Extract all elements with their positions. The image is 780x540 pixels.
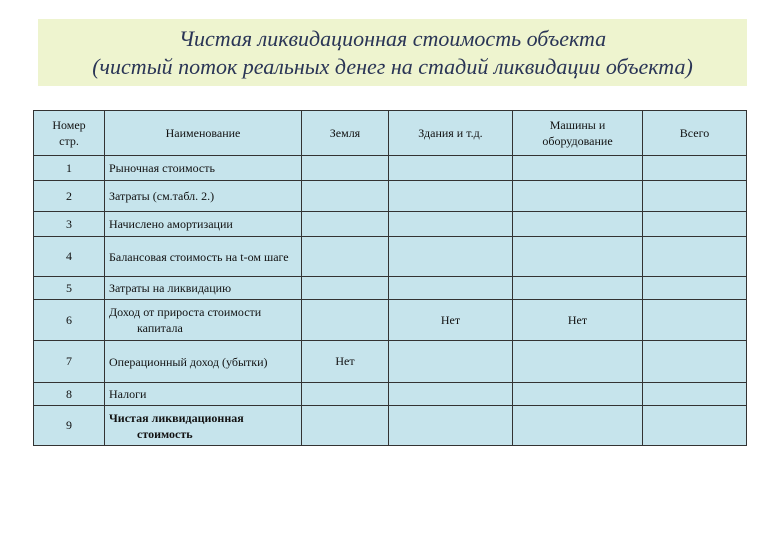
cell-machines-net: Нет <box>513 300 643 341</box>
cell-total <box>643 212 747 237</box>
header-buildings: Здания и т.д. <box>389 111 513 156</box>
row-number: 7 <box>34 341 105 383</box>
cell-land <box>302 406 389 446</box>
cell-buildings <box>389 406 513 446</box>
row-name <box>105 383 302 406</box>
cell-total <box>643 237 747 277</box>
cell-land-net: Нет <box>302 341 389 383</box>
cell-land <box>302 300 389 341</box>
row-name-text: Налоги <box>109 387 147 401</box>
row-number: 1 <box>34 156 105 181</box>
cell-buildings <box>389 383 513 406</box>
cell-buildings <box>389 237 513 277</box>
row-name <box>105 341 302 383</box>
header-row <box>34 111 747 156</box>
title-line-1: Чистая ликвидационная стоимость объекта <box>178 25 607 51</box>
table-row <box>34 181 747 212</box>
cell-buildings <box>389 212 513 237</box>
cell-machines <box>513 181 643 212</box>
row-name-text: Затраты (см.табл. 2.) <box>109 189 215 203</box>
cell-land <box>302 212 389 237</box>
table-row <box>34 300 747 341</box>
cell-buildings <box>389 341 513 383</box>
row-name-text: Рыночная стоимость <box>109 161 215 175</box>
row-number: 2 <box>34 181 105 212</box>
table-row <box>34 212 747 237</box>
cell-machines <box>513 341 643 383</box>
row-name-text: Начислено амортизации <box>109 217 233 231</box>
cell-total <box>643 406 747 446</box>
table-row <box>34 277 747 300</box>
row-name <box>105 212 302 237</box>
header-number-line2: стр. <box>59 134 79 148</box>
header-land: Земля <box>302 111 389 156</box>
row-name <box>105 237 302 277</box>
table-row <box>34 406 747 446</box>
table-row <box>34 237 747 277</box>
header-total: Всего <box>643 111 747 156</box>
row-number: 8 <box>34 383 105 406</box>
cell-land <box>302 383 389 406</box>
row-name-text: Доход от прироста стоимости капитала <box>109 305 262 335</box>
cell-total <box>643 341 747 383</box>
cell-buildings <box>389 156 513 181</box>
cell-total <box>643 277 747 300</box>
cell-machines <box>513 383 643 406</box>
row-name <box>105 406 302 446</box>
row-number: 3 <box>34 212 105 237</box>
table-row <box>34 156 747 181</box>
row-name <box>105 156 302 181</box>
cell-total <box>643 300 747 341</box>
row-name-text: Операционный доход (убытки) <box>109 354 268 369</box>
cell-machines <box>513 156 643 181</box>
title-banner <box>38 19 747 86</box>
header-machines-line2: оборудование <box>542 134 613 148</box>
row-name-text: Затраты на ликвидацию <box>109 281 232 295</box>
cell-machines <box>513 277 643 300</box>
header-name: Наименование <box>105 111 302 156</box>
row-number: 4 <box>34 237 105 277</box>
row-number: 9 <box>34 406 105 446</box>
row-name <box>105 277 302 300</box>
header-machines-line1: Машины и <box>549 118 606 132</box>
cell-total <box>643 383 747 406</box>
table-row <box>34 341 747 383</box>
cell-total <box>643 181 747 212</box>
cell-buildings <box>389 277 513 300</box>
cell-machines <box>513 212 643 237</box>
row-number: 6 <box>34 300 105 341</box>
cell-machines <box>513 237 643 277</box>
header-number-line1: Номер <box>52 118 86 132</box>
cell-land <box>302 181 389 212</box>
table-row <box>34 383 747 406</box>
liquidation-value-table <box>33 110 747 446</box>
cell-land <box>302 156 389 181</box>
cell-buildings <box>389 181 513 212</box>
cell-total <box>643 156 747 181</box>
row-name <box>105 181 302 212</box>
cell-machines <box>513 406 643 446</box>
row-name-text: Балансовая стоимость на t-ом шаге <box>109 249 289 264</box>
row-name <box>105 300 302 341</box>
title-line-2: (чистый поток реальных денег на стадий ликвидации объекта) <box>92 53 693 79</box>
cell-buildings-net: Нет <box>389 300 513 341</box>
header-machines <box>513 111 643 156</box>
row-number: 5 <box>34 277 105 300</box>
row-name-text: Чистая ликвидационная стоимость <box>109 410 244 441</box>
cell-land <box>302 277 389 300</box>
cell-land <box>302 237 389 277</box>
header-number <box>34 111 105 156</box>
